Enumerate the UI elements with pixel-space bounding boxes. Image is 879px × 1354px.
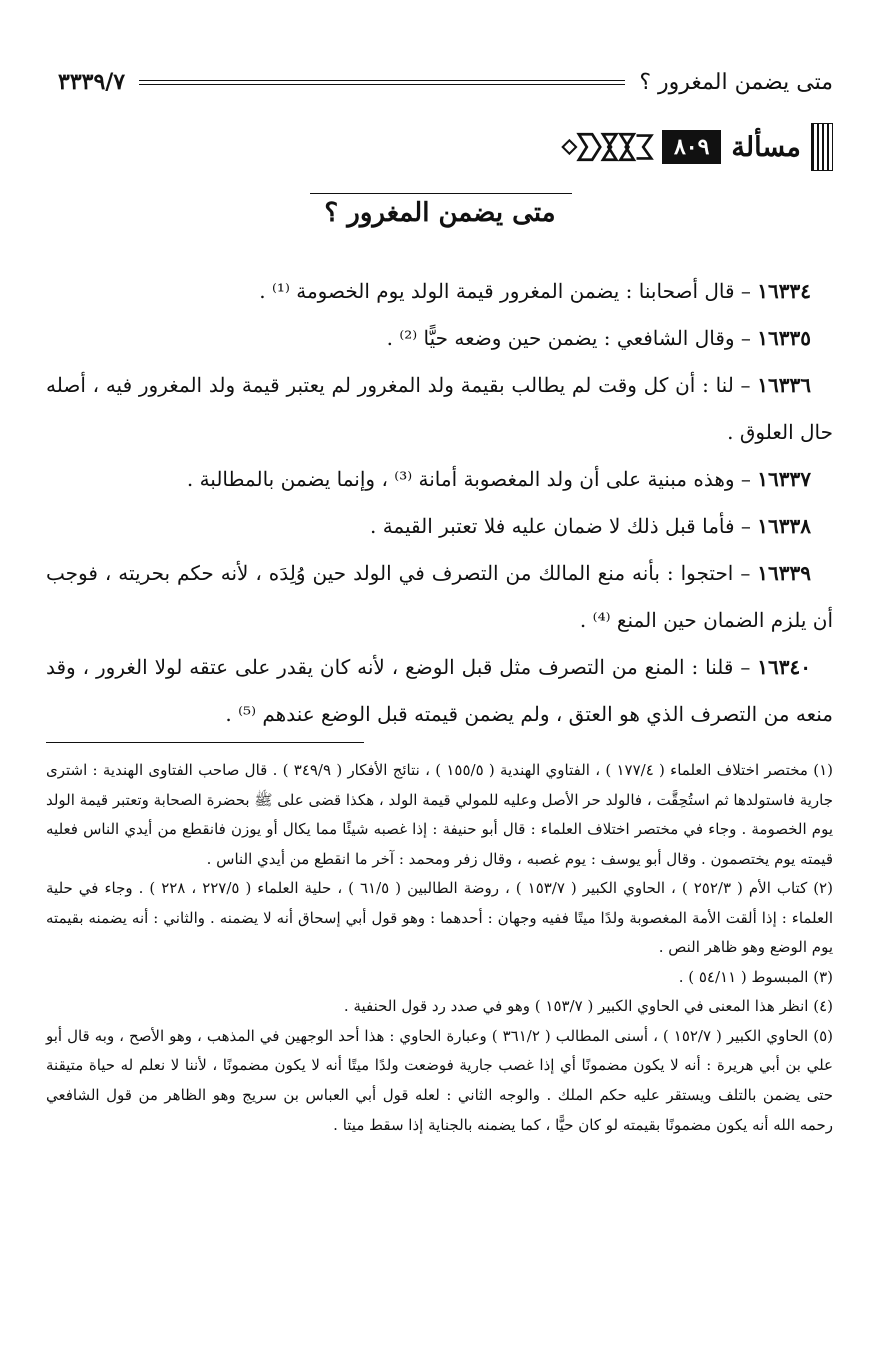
paragraph-number: ١٦٣٣٧ bbox=[757, 467, 811, 491]
footnote: (٤) انظر هذا المعنى في الحاوي الكبير ( ١٥٣/٧ ) وهو في صدد رد قول الحنفية . bbox=[343, 997, 833, 1016]
paragraph-text: – وقال الشافعي : يضمن حين وضعه حيًّا ⁽²⁾ . bbox=[386, 326, 758, 350]
paragraph-text: – وهذه مبنية على أن ولد المغصوبة أمانة ⁽³⁾ ، وإنما يضمن بالمطالبة . bbox=[186, 467, 758, 491]
footnote: (٥) الحاوي الكبير ( ١٥٢/٧ ) ، أسنى المطالب ( ٣٦١/٢ ) وعبارة الحاوي : هذا أحد الوجهين في المذهب ، وهو الأصح ، وبه قال أبو علي بن أبي هريرة : أنه لا يكون مضمونًا أي إذا غصب جارية فوضعت ولدًا ميتًا أنه لا يكون مضمونًا ، لأننا لا نعلم له حياة متيقنة حتى يضمن بالتلف ويستقر عليه حكم الملك . والوجه الثاني : لعله قول أبي العباس بن سريج وهو الظاهر من قول الشافعي رحمه الله أنه يكون مضمونًا بقيمته لو كان حيًّا ، كما يضمنه بالجناية إذا سقط ميتا . bbox=[46, 1026, 833, 1134]
section-title: متى يضمن المغرور ؟ bbox=[324, 198, 556, 228]
issue-banner bbox=[560, 120, 833, 174]
issue-number: ٨٠٩ bbox=[662, 130, 721, 164]
footnotes bbox=[46, 756, 833, 1140]
footnote: (٣) المبسوط ( ٥٤/١١ ) . bbox=[678, 967, 833, 986]
paragraph-text: – فأما قبل ذلك لا ضمان عليه فلا تعتبر القيمة . bbox=[369, 514, 758, 538]
paragraph-text: – لنا : أن كل وقت لم يطالب بقيمة ولد المغرور لم يعتبر قيمة ولد المغرور فيه ، أصله حال العلوق . bbox=[46, 373, 833, 444]
title-rule bbox=[310, 193, 572, 194]
paragraph-text: – قال أصحابنا : يضمن المغرور قيمة الولد يوم الخصومة ⁽¹⁾ . bbox=[259, 279, 758, 303]
paragraph-number: ١٦٣٣٥ bbox=[757, 326, 811, 350]
paragraph bbox=[46, 503, 833, 550]
page-number: ٣٣٣٩/٧ bbox=[58, 69, 126, 95]
paragraph-text: – قلنا : المنع من التصرف مثل قبل الوضع ، لأنه كان يقدر على عتقه لولا الغرور ، وقد منعه من التصرف الذي هو العتق ، ولم يضمن قيمته قبل الوضع عندهم ⁽⁵⁾ . bbox=[46, 655, 833, 726]
issue-label: مسألة bbox=[731, 131, 801, 163]
running-title: متى يضمن المغرور ؟ bbox=[639, 69, 833, 95]
footnote: (٢) كتاب الأم ( ٢٥٢/٣ ) ، الحاوي الكبير ( ١٥٣/٧ ) ، روضة الطالبين ( ٦١/٥ ) ، حلية العلماء ( ٢٢٧/٥ ، ٢٢٨ ) . وجاء في حلية العلماء : إذا ألقت الأمة المغصوبة ولدًا ميتًا ففيه وجهان : أحدهما : وهو قول أبي إسحاق أنه لا يضمنه . والثاني : أنه يضمنه بقيمته يوم الوضع وهو ظاهر النص . bbox=[46, 879, 833, 957]
paragraph-number: ١٦٣٣٤ bbox=[757, 279, 811, 303]
paragraph-number: ١٦٣٣٩ bbox=[757, 561, 812, 585]
paragraph bbox=[46, 268, 833, 315]
running-header bbox=[58, 62, 833, 102]
footnote: (١) مختصر اختلاف العلماء ( ١٧٧/٤ ) ، الفتاوي الهندية ( ١٥٥/٥ ) ، نتائج الأفكار ( ٣٤٩/٩ ) . قال صاحب الفتاوى الهندية : اشترى جارية فاستولدها ثم استُحِقَّت ، فالولد حر الأصل وعليه للمولي قيمة الولد ، هكذا قضى على ﷺ بحضرة الصحابة وتعتبر قيمة الولد يوم الخصومة . وجاء في مختصر اختلاف العلماء : قال أبو حنيفة : إذا غصبه شيئًا مما يكال أو يوزن فانقطع من أيدي الناس فعليه قيمته يوم يختصمون . وقال أبو يوسف : يوم غصبه ، وقال زفر ومحمد : آخر ما انقطع من أيدي الناس . bbox=[45, 761, 833, 868]
paragraph-text: – احتجوا : بأنه منع المالك من التصرف في الولد حين وُلِدَه ، لأنه حكم بحريته ، فوجب أن يلزم الضمان حين المنع ⁽⁴⁾ . bbox=[46, 561, 833, 632]
paragraph bbox=[46, 550, 833, 644]
bars-ornament-icon bbox=[811, 123, 833, 171]
paragraph bbox=[46, 315, 833, 362]
paragraph-number: ١٦٣٣٦ bbox=[757, 373, 811, 397]
main-text bbox=[46, 268, 833, 738]
paragraph-number: ١٦٣٤٠ bbox=[757, 655, 811, 679]
paragraph bbox=[46, 456, 833, 503]
footnote-rule bbox=[46, 742, 364, 743]
paragraph-number: ١٦٣٣٨ bbox=[757, 514, 811, 538]
geometric-ornament-icon bbox=[560, 120, 654, 174]
header-rule bbox=[139, 80, 625, 85]
paragraph bbox=[46, 362, 833, 456]
paragraph bbox=[46, 644, 833, 738]
